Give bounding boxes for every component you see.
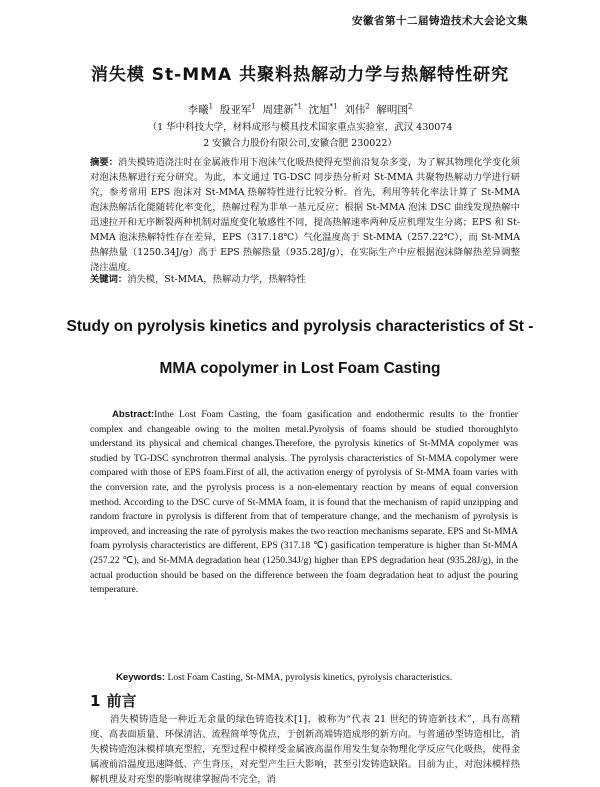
author-name: 刘伟 — [344, 104, 366, 116]
keywords-en — [116, 672, 520, 683]
keywords-en-label: Keywords: — [116, 672, 166, 683]
section-heading — [90, 690, 142, 711]
abstract-cn-text: 消失模铸造浇注时在金属液作用下泡沫气化吸热使得充型前沿复杂多变，为了解其物理化学变化须对泡沫热解进行充分研究。为此，本文通过 TG-DSC 同步热分析对 St-MMA 共聚物热解动力学进行研究，参考常用 EPS 泡沫对 St-MMA 热解特性进行比较分析。首先，利用等转化率法计算了 St-MMA 泡沫热解活化能随转化率变化，热解过程为非单一基元反应；根据 St-MMA 泡沫 DSC 曲线发现热解中迅速拉开和无序断裂两种机制对温度变化敏感性不同，提高热解速率两种反应机理发生分离；EPS 和 St-MMA 泡沫热解特性存在差异，EPS（317.18℃）气化温度高于 St-MMA（257.22℃），而 St-MMA 热解热量（1250.34J/g）高于 EPS 热解热量（935.28J/g），在实际生产中应根据泡沫降解热差异调整浇注温度。 — [90, 157, 520, 273]
author-sup: 1 — [251, 102, 256, 111]
abstract-cn — [90, 155, 520, 275]
keywords-en-text: Lost Foam Casting, St-MMA, pyrolysis kinetics, pyrolysis characteristics. — [167, 672, 453, 683]
author-sup: *1 — [293, 102, 302, 111]
author-name: 李曦 — [187, 104, 209, 116]
author-name: 解明国 — [376, 104, 408, 116]
abstract-cn-label: 摘要： — [90, 157, 119, 168]
keywords-cn-label: 关键词： — [90, 274, 128, 285]
paper-title-cn: 消失模 St-MMA 共聚料热解动力学与热解特性研究 — [90, 65, 510, 85]
keywords-cn-text: 消失模，St-MMA，热解动力学，热解特性 — [127, 274, 306, 285]
author-sup: 2 — [407, 102, 413, 111]
author-sup: *1 — [329, 102, 338, 111]
abstract-en-text: Inthe Lost Foam Casting, the foam gasification and endothermic results to the frontier complex and changeable owing to the molten metal.Pyrolysis of foams should be studied thoroughlyto understand its physical and chemical changes.Therefore, the pyrolysis kinetics of St-MMA copolymer was studied by TG-DSC synchrotron thermal analysis. The pyrolysis characteristics of St-MMA copolymer were compared with those of EPS foam.First of all, the activation energy of pyrolysis of St-MMA foam varies with the conversion rate, and the pyrolysis process is a non-elementary reaction by means of equal conversion method. According to the DSC curve of St-MMA foam, it is found that the mechanism of rapid unzipping and random fracture in pyrolysis is different from that of temperature change, and the mechanism of pyrolysis is improved, and increasing the rate of pyrolysis makes the two reaction mechanisms separate. EPS and St-MMA foam pyrolysis characteristics are different, EPS (317.18 ℃) gasification temperature is higher than St-MMA (257.22 ℃), and St-MMA degradation heat (1250.34J/g) higher than EPS degradation heat (935.28J/g), in the actual production should be based on the difference between the foam degradation heat to adjust the pouring temperature. — [90, 409, 518, 596]
keywords-cn — [90, 271, 520, 285]
paper-title-en-line2: MMA copolymer in Lost Foam Casting — [159, 360, 441, 377]
author-sup: 1 — [208, 102, 214, 111]
affiliation-line: 2 安徽合力股份有限公司,安徽合肥 230022） — [203, 138, 397, 149]
author-name: 周建新 — [262, 104, 294, 116]
author-name: 殷亚军 — [219, 104, 252, 116]
author-sup: 2 — [365, 102, 370, 111]
abstract-en-label: Abstract: — [112, 409, 155, 420]
paper-title-en-line1: Study on pyrolysis kinetics and pyrolysis characteristics of St - — [66, 318, 534, 335]
running-head: 安徽省第十二届铸造技术大会论文集 — [352, 15, 528, 27]
affiliation-line: （1 华中科技大学，材料成形与模具技术国家重点实验室，武汉 430074 — [147, 122, 453, 133]
author-list — [0, 102, 600, 117]
intro-paragraph: 消失模铸造是一种近无余量的绿色铸造技术[1]，被称为“代表 21 世纪的铸造新技术”，具有高精度、高表面质量、环保清洁、流程简单等优点，于创新高端铸造成形的新方向。与普通砂型铸造相比，消失模铸造泡沫模样填充型腔，充型过程中模样受金属液高温作用发生复杂物理化学反应气化吸热，使得金属液前沿温度迅速降低、产生背压，对充型产生巨大影响，甚至引发铸造缺陷。目前为止，对泡沫模样热解机理及对充型的影响规律掌握尚不完全，消 — [90, 714, 520, 785]
section-title: 前言 — [106, 692, 137, 710]
abstract-en — [90, 408, 518, 598]
author-name: 沈旭 — [308, 104, 330, 116]
section-number: 1 — [90, 692, 101, 710]
